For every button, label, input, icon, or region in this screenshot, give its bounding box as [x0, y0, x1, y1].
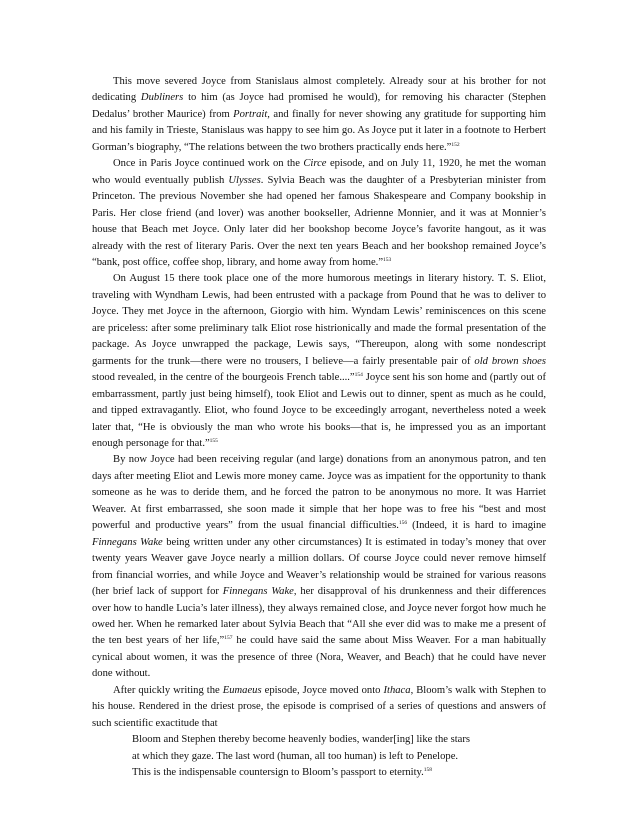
- text-run: Joyce sent his son home and (partly out of embarrassment, partly just being himself), took Eliot and Lewis out to dinner, spent as much as he could, and tipped extravagantly. Eliot, who found Joyce to be exceedingly arrogant, nevertheless noted a week later that, “He is obviously the man who wrote his books—that is, he impressed you as an important enough personage for that.”: [92, 372, 546, 449]
- footnote-marker: 152: [451, 141, 460, 148]
- italic-title: Eumaeus: [222, 684, 262, 696]
- block-quote: [132, 732, 546, 781]
- paragraph-1: [92, 74, 546, 156]
- text-run: On August 15 there took place one of the more humorous meetings in literary history. T. S. Eliot, traveling with Wyndham Lewis, had been entrusted with a package from Pound that he was to deliver to Joyce. They met Joyce in the afternoon, Giorgio with him. Wyndam Lewis’ reminiscences on this scene are priceless: after some preliminary talk Eliot rose histrionically and made the formal presentation of the package. As Joyce unwrapped the package, Lewis says, “Thereupon, along with some nondescript garments for the trunk—there were no trousers, I believe—a fairly presentable pair of: [92, 273, 546, 367]
- text-run: episode, and on July 11, 1920, he met the woman who would eventually publish: [92, 158, 546, 186]
- text-run: (Indeed, it is hard to imagine: [407, 520, 546, 532]
- footnote-marker: 156: [398, 520, 408, 527]
- footnote-marker: 158: [423, 767, 433, 774]
- quote-line-text: This is the indispensable countersign to Bloom’s passport to eternity.: [132, 767, 424, 779]
- text-run: Once in Paris Joyce continued work on the: [113, 158, 304, 170]
- italic-title: Finnegans Wake: [92, 536, 163, 548]
- footnote-marker: 157: [224, 635, 233, 642]
- text-run: , Bloom’s walk with Stephen to his house. Rendered in the driest prose, the episode is comprised of a series of questions and answers of such scientific exactitude that: [92, 684, 546, 729]
- footnote-marker: 155: [209, 437, 218, 444]
- paragraph-4: [92, 452, 546, 682]
- italic-title: Ulysses: [228, 174, 261, 186]
- text-run: , her disapproval of his drunkenness and their differences over how to handle Lucia’s later illness), they always remained close, and Joyce never forgot how much he owed her. When he remarked later about Sylvia Beach that “All she ever did was to make me a present of the ten best years of her life,”: [92, 586, 546, 647]
- italic-title: Finnegans Wake: [222, 586, 294, 598]
- paragraph-3: [92, 271, 546, 452]
- text-run: episode, Joyce moved onto: [261, 684, 384, 696]
- quote-line: at which they gaze. The last word (human, all too human) is left to Penelope.: [132, 750, 459, 762]
- footnote-marker: 154: [354, 372, 363, 379]
- text-run: stood revealed, in the centre of the bourgeois French table....”: [92, 372, 355, 384]
- italic-title: Ithaca: [383, 684, 411, 696]
- text-run: he could have said the same about Miss Weaver. For a man habitually cynical about women, it was the presence of three (Nora, Weaver, and Beach) that he could have never done without.: [92, 635, 546, 680]
- paragraph-2: [92, 156, 546, 271]
- text-run: By now Joyce had been receiving regular (and large) donations from an anonymous patron, and ten days after meeting Eliot and Lewis more money came. Joyce was as impatient for the opportunity to thank someone as he was to deride them, and he forced the patron to be anonymous no more. It was Harriet Weaver. At first embarrassed, she soon made it simple that her hope was to free his “best and most powerful and productive years” from the usual financial difficulties.: [92, 454, 546, 532]
- text-run: . Sylvia Beach was the daughter of a Presbyterian minister from Princeton. The previous November she had opened her famous Shakespeare and Company bookship in Paris. Her close friend (and lover) was another bookseller, Adrienne Monnier, and it was at Monnier’s house that Beach met Joyce. Only later did her bookshop become Joyce’s favorite hangout, as it was already with the rest of literary Paris. Over the next ten years Beach and her bookshop remained Joyce’s “bank, post office, coffee shop, library, and home away from home.”: [92, 174, 546, 268]
- italic-title: old brown shoes: [474, 355, 547, 367]
- italic-title: Dubliners: [140, 92, 184, 104]
- text-run: After quickly writing the: [113, 684, 223, 696]
- paragraph-5: [92, 683, 546, 732]
- body-text: [92, 74, 546, 781]
- italic-title: Circe: [303, 158, 327, 170]
- text-run: being written under any other circumstances) It is estimated in today’s money that over twenty years Weaver gave Joyce nearly a million dollars. Of course Joyce could never remove himself from financial worries, and while Joyce and Weaver’s relationship would be strained for various reasons (her brief lack of support for: [92, 536, 546, 598]
- quote-line: [132, 765, 546, 781]
- text-run: This move severed Joyce from Stanislaus almost completely. Already sour at his brother for not dedicating: [92, 76, 546, 104]
- quote-line: Bloom and Stephen thereby become heavenly bodies, wander[ing] like the stars: [132, 734, 471, 746]
- italic-title: Portrait: [233, 108, 268, 120]
- text-run: , and finally for never showing any gratitude for supporting him and his family in Trieste, Stanislaus was happy to see him go. As Joyce put it later in a footnote to Herbert Gorman’s biography, “The relations between the two brothers practically ends here.”: [92, 108, 546, 153]
- text-run: to him (as Joyce had promised he would), for removing his character (Stephen Dedalus’ brother Maurice) from: [92, 92, 546, 120]
- footnote-marker: 153: [383, 256, 392, 263]
